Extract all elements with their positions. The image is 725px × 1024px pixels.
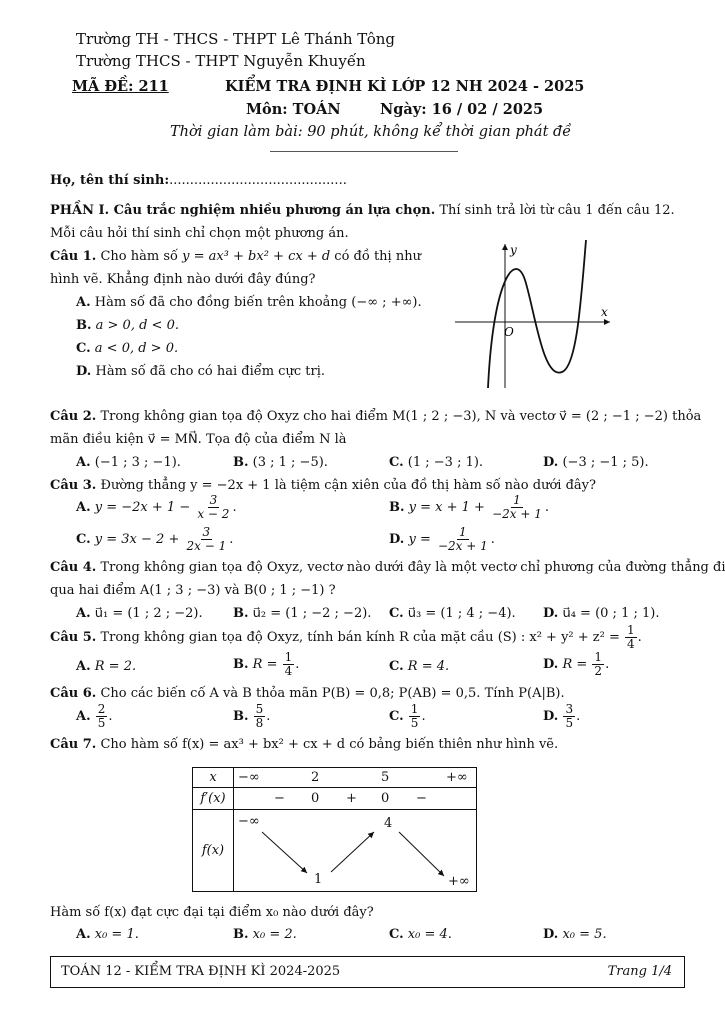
part1-instr1: Thí sinh trả lời từ câu 1 đến câu 12. <box>435 203 675 218</box>
page-number: Trang 1/4 <box>607 964 672 979</box>
q1-formula: y = ax³ + bx² + cx + d <box>182 249 331 264</box>
q6-option-c[interactable]: C. $\frac{1}{5}$ . <box>389 702 426 730</box>
q1-cubic-graph <box>455 240 615 390</box>
q1-text1: Cho hàm số <box>96 249 183 264</box>
q3-stem: Câu 3. Đường thẳng y = −2x + 1 là tiệm cận xiên của đồ thị hàm số nào dưới đây? <box>50 478 596 493</box>
q2-stem-1: Câu 2. Trong không gian tọa độ Oxyz cho hai điểm M(1 ; 2 ; −3), N và vectơ v⃗ = (2 ; −1 ; −2) thỏa <box>50 409 702 424</box>
q4-option-d[interactable]: D. u⃗₄ = (0 ; 1 ; 1). <box>543 606 660 621</box>
q7-stem: Câu 7. Cho hàm số f(x) = ax³ + bx² + cx + d có bảng biến thiên như hình vẽ. <box>50 737 559 752</box>
q4-option-a[interactable]: A. u⃗₁ = (1 ; 2 ; −2). <box>76 606 203 621</box>
q5-option-b[interactable]: B. R = $\frac{1}{4}$ . <box>233 650 300 678</box>
f-label: f(x) <box>193 810 234 892</box>
y-axis-label: y <box>510 243 517 257</box>
f-val-4: 4 <box>384 816 393 831</box>
q4-option-b[interactable]: B. u⃗₂ = (1 ; −2 ; −2). <box>233 606 372 621</box>
q7-option-d[interactable]: D. x₀ = 5. <box>543 927 607 942</box>
header-divider <box>270 151 458 152</box>
arrow-up <box>331 832 374 872</box>
origin-label: O <box>504 325 514 339</box>
arrow-down-2 <box>399 832 444 876</box>
x-axis-label: x <box>601 305 608 319</box>
q2-stem-2: mãn điều kiện v⃗ = MN⃗. Tọa độ của điểm N là <box>50 432 347 447</box>
x-label: x <box>193 768 234 788</box>
page-footer <box>50 956 685 988</box>
x-val-pos-inf: +∞ <box>446 770 468 785</box>
q6-option-d[interactable]: D. $\frac{3}{5}$ . <box>543 702 581 730</box>
q2-option-a[interactable]: A. (−1 ; 3 ; −1). <box>76 455 181 470</box>
q3-option-b[interactable]: B. y = x + 1 + $\frac{1}{-2x + 1}$ . <box>389 493 549 521</box>
f-row <box>193 810 477 892</box>
variation-arrows <box>234 810 479 892</box>
x-val-2: 2 <box>311 770 320 785</box>
q7-option-a[interactable]: A. x₀ = 1. <box>76 927 139 942</box>
variation-table <box>192 767 477 892</box>
x-val-5: 5 <box>381 770 390 785</box>
part1-title: PHẦN I. Câu trắc nghiệm nhiều phương án lựa chọn. <box>50 203 436 218</box>
fprime-label: f′(x) <box>193 788 234 810</box>
student-name-dots: ........................................... <box>169 173 347 188</box>
q6-stem: Câu 6. Cho các biến cố A và B thỏa mãn P(B) = 0,8; P(AB) = 0,5. Tính P(A|B). <box>50 686 565 701</box>
f-val-neg-inf: −∞ <box>238 814 260 829</box>
x-row <box>193 768 477 788</box>
exam-date: Ngày: 16 / 02 / 2025 <box>380 101 544 118</box>
part1-instr2: Mỗi câu hỏi thí sinh chỉ chọn một phương án. <box>50 226 349 241</box>
school-name-1: Trường TH - THCS - THPT Lê Thánh Tông <box>76 30 396 48</box>
q7-question: Hàm số f(x) đạt cực đại tại điểm x₀ nào dưới đây? <box>50 905 374 920</box>
q3-option-c[interactable]: C. y = 3x − 2 + $\frac{3}{2x - 1}$ . <box>76 525 234 553</box>
student-name-line <box>50 173 347 188</box>
q5-option-c[interactable]: C. R = 4. <box>389 659 450 674</box>
y-axis-arrow <box>502 244 508 250</box>
exam-title: KIỂM TRA ĐỊNH KÌ LỚP 12 NH 2024 - 2025 <box>225 78 585 95</box>
q1-option-b[interactable]: B. a > 0, d < 0. <box>76 318 179 333</box>
fprime-sign-1: − <box>274 791 285 806</box>
q3-option-a[interactable]: A. y = −2x + 1 − $\frac{3}{x - 2}$ . <box>76 493 237 521</box>
student-name-label: Họ, tên thí sinh: <box>50 173 170 188</box>
fprime-sign-2: + <box>346 791 357 806</box>
fprime-row <box>193 788 477 810</box>
q1-stem-2: hình vẽ. Khẳng định nào dưới đây đúng? <box>50 272 316 287</box>
fprime-zero-2: 0 <box>381 791 390 806</box>
part1-heading <box>50 203 675 218</box>
exam-code: MÃ ĐỀ: 211 <box>72 78 169 95</box>
subject: Môn: TOÁN <box>246 101 341 118</box>
q1-stem-1 <box>50 249 421 264</box>
f-val-pos-inf: +∞ <box>448 874 470 889</box>
arrow-down-1 <box>262 832 307 873</box>
q2-option-d[interactable]: D. (−3 ; −1 ; 5). <box>543 455 649 470</box>
x-val-neg-inf: −∞ <box>238 770 260 785</box>
q2-option-b[interactable]: B. (3 ; 1 ; −5). <box>233 455 328 470</box>
q5-option-a[interactable]: A. R = 2. <box>76 659 137 674</box>
f-val-1: 1 <box>314 872 323 887</box>
q7-option-b[interactable]: B. x₀ = 2. <box>233 927 297 942</box>
fprime-sign-3: − <box>416 791 427 806</box>
q4-option-c[interactable]: C. u⃗₃ = (1 ; 4 ; −4). <box>389 606 516 621</box>
q5-option-d[interactable]: D. R = $\frac{1}{2}$ . <box>543 650 610 678</box>
exam-duration: Thời gian làm bài: 90 phút, không kể thời gian phát đề <box>170 124 572 140</box>
q2-option-c[interactable]: C. (1 ; −3 ; 1). <box>389 455 484 470</box>
q4-stem-1: Câu 4. Trong không gian tọa độ Oxyz, vectơ nào dưới đây là một vectơ chỉ phương của đường thẳng đi <box>50 560 725 575</box>
q6-option-a[interactable]: A. $\frac{2}{5}$ . <box>76 702 113 730</box>
cubic-curve <box>488 240 586 388</box>
fprime-zero-1: 0 <box>311 791 320 806</box>
q1-option-d[interactable]: D. Hàm số đã cho có hai điểm cực trị. <box>76 364 325 379</box>
q1-text2: có đồ thị như <box>330 249 421 264</box>
footer-title: TOÁN 12 - KIỂM TRA ĐỊNH KÌ 2024-2025 <box>61 964 341 979</box>
q3-option-d[interactable]: D. y = $\frac{1}{-2x + 1}$ . <box>389 525 495 553</box>
school-name-2: Trường THCS - THPT Nguyễn Khuyến <box>76 52 366 70</box>
q4-stem-2: qua hai điểm A(1 ; 3 ; −3) và B(0 ; 1 ; −1) ? <box>50 583 336 598</box>
x-axis-arrow <box>604 319 610 325</box>
q6-option-b[interactable]: B. $\frac{5}{8}$ . <box>233 702 271 730</box>
q1-option-a[interactable]: A. Hàm số đã cho đồng biến trên khoảng (−∞ ; +∞). <box>76 295 422 310</box>
q7-option-c[interactable]: C. x₀ = 4. <box>389 927 452 942</box>
q1-option-c[interactable]: C. a < 0, d > 0. <box>76 341 179 356</box>
q5-stem: Câu 5. Trong không gian tọa độ Oxyz, tính bán kính R của mặt cầu (S) : x² + y² + z² = $\frac{1}{4}$ . <box>50 623 642 651</box>
q1-label: Câu 1. <box>50 249 97 264</box>
